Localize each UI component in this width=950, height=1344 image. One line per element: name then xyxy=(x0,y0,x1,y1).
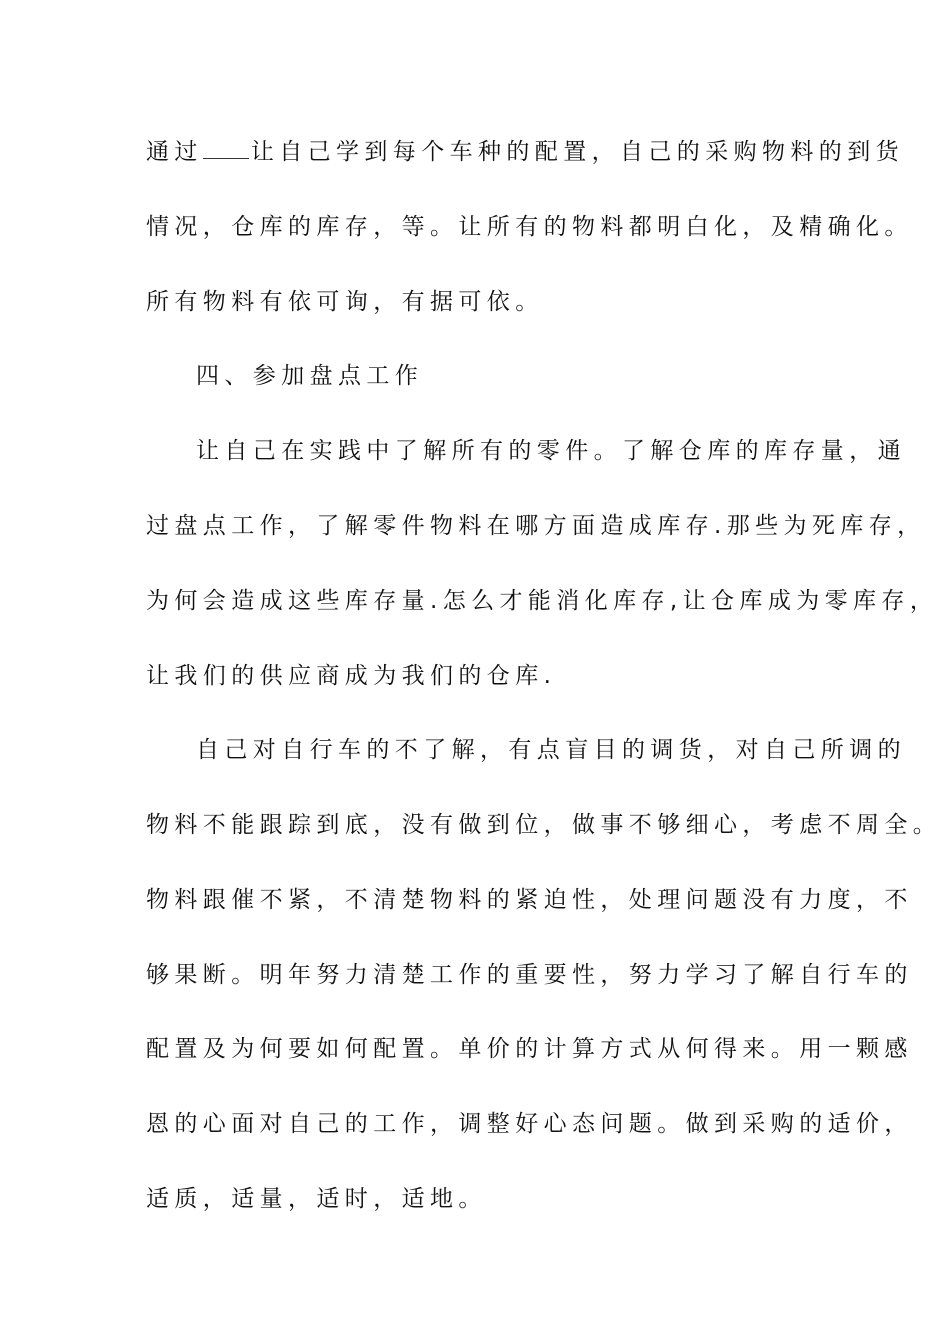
section-heading-4: 四、参加盘点工作 xyxy=(196,363,424,389)
paragraph1-line3: 所有物料有依可询，有据可依。 xyxy=(146,289,544,315)
paragraph1-line1-start: 通过 xyxy=(146,139,203,165)
paragraph1-line2: 情况，仓库的库存，等。让所有的物料都明白化，及精确化。 xyxy=(146,214,913,240)
paragraph2-line4: 让我们的供应商成为我们的仓库. xyxy=(146,663,557,689)
paragraph3-line6: 恩的心面对自己的工作，调整好心态问题。做到采购的适价， xyxy=(146,1111,913,1137)
paragraph1-line1-rest: 让自己学到每个车种的配置，自己的采购物料的到货 xyxy=(250,139,905,165)
paragraph3-line3: 物料跟催不紧，不清楚物料的紧迫性，处理问题没有力度，不 xyxy=(146,887,913,913)
fill-in-blank xyxy=(203,140,249,159)
paragraph1-line1 xyxy=(146,132,905,172)
paragraph3-line7: 适质，适量，适时，适地。 xyxy=(146,1186,487,1212)
paragraph2-line3: 为何会造成这些库存量.怎么才能消化库存,让仓库成为零库存， xyxy=(146,588,939,614)
paragraph2-line2: 过盘点工作，了解零件物料在哪方面造成库存.那些为死库存， xyxy=(146,513,926,539)
paragraph2-line1: 让自己在实践中了解所有的零件。了解仓库的库存量，通 xyxy=(196,438,906,464)
paragraph3-line2: 物料不能跟踪到底，没有做到位，做事不够细心，考虑不周全。 xyxy=(146,812,942,838)
paragraph3-line4: 够果断。明年努力清楚工作的重要性，努力学习了解自行车的 xyxy=(146,962,913,988)
paragraph3-line5: 配置及为何要如何配置。单价的计算方式从何得来。用一颗感 xyxy=(146,1036,913,1062)
paragraph3-line1: 自己对自行车的不了解，有点盲目的调货，对自己所调的 xyxy=(196,737,906,763)
